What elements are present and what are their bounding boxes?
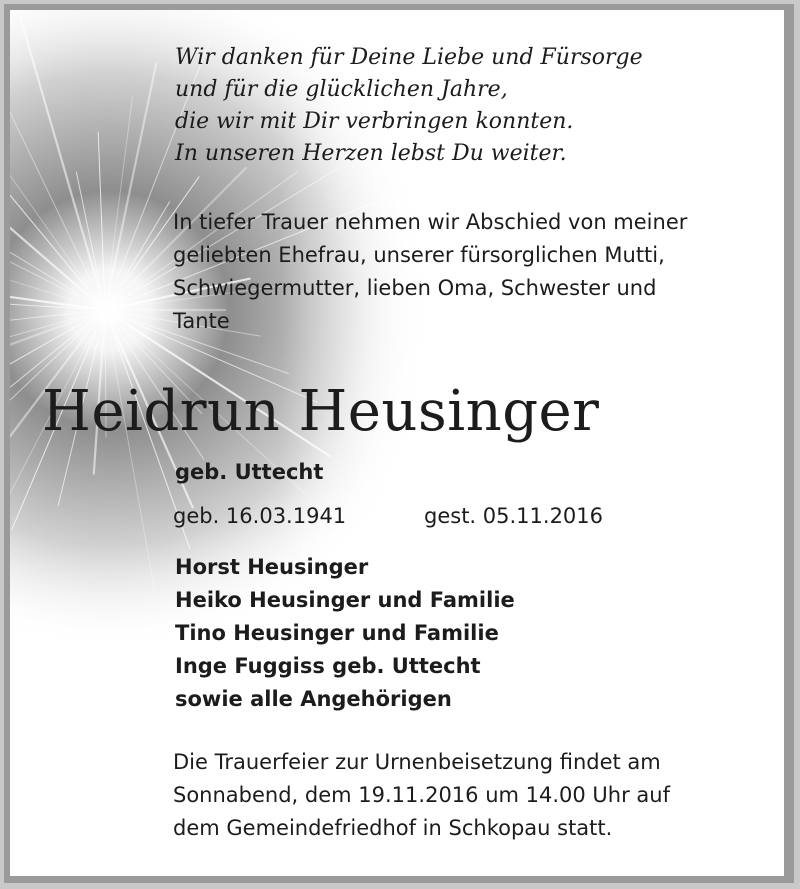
mourners-block <box>175 551 515 716</box>
deceased-name: Heidrun Heusinger <box>42 379 600 444</box>
mourner-line: Inge Fuggiss geb. Uttecht <box>175 654 481 678</box>
intro-line: geliebten Ehefrau, unserer fürsorglichen Mutti, <box>173 243 665 267</box>
service-line: Die Trauerfeier zur Urnenbeisetzung findet am <box>173 750 661 774</box>
mourner-line: Tino Heusinger und Familie <box>175 621 499 645</box>
obituary-card <box>10 10 784 876</box>
maiden-name: geb. Uttecht <box>175 460 324 484</box>
service-block <box>173 746 670 845</box>
death-date: gest. 05.11.2016 <box>424 504 604 528</box>
service-line: dem Gemeindefriedhof in Schkopau statt. <box>173 816 613 840</box>
poem-line: die wir mit Dir verbringen konnten. <box>175 109 574 134</box>
intro-line: Schwiegermutter, lieben Oma, Schwester und <box>173 276 657 300</box>
intro-block <box>173 206 687 338</box>
poem-line: In unseren Herzen lebst Du weiter. <box>175 141 567 166</box>
mourner-line: sowie alle Angehörigen <box>175 687 452 711</box>
intro-line: Tante <box>173 309 230 333</box>
poem-block <box>175 42 643 170</box>
service-line: Sonnabend, dem 19.11.2016 um 14.00 Uhr auf <box>173 783 670 807</box>
poem-line: Wir danken für Deine Liebe und Fürsorge <box>175 45 643 70</box>
poem-line: und für die glücklichen Jahre, <box>175 77 508 102</box>
mourner-line: Horst Heusinger <box>175 555 369 579</box>
birth-date: geb. 16.03.1941 <box>173 504 347 528</box>
mourner-line: Heiko Heusinger und Familie <box>175 588 515 612</box>
intro-line: In tiefer Trauer nehmen wir Abschied von meiner <box>173 210 688 234</box>
